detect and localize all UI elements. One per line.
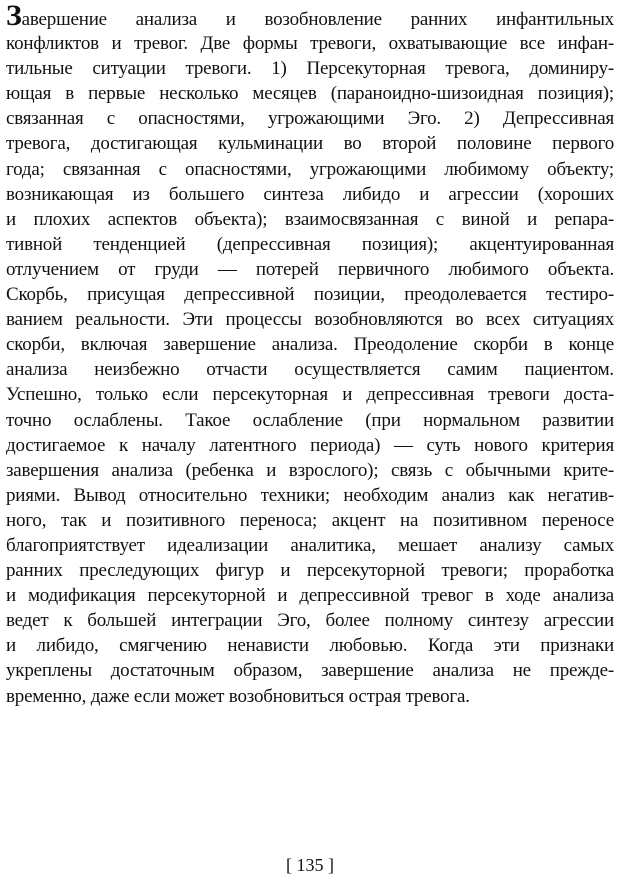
text-line: ванием реальности. Эти процессы возобновляются во всех ситуациях — [6, 309, 614, 331]
text-line: анализа неизбежно отчасти осуществляется самим пациентом. — [6, 359, 614, 381]
text-line: скорби, включая завершение анализа. Преодоление скорби в конце — [6, 334, 614, 356]
text-line: и модификация персекуторной и депрессивной тревог в ходе анализа — [6, 585, 614, 607]
text-line: точно ослаблены. Такое ослабление (при нормальном развитии — [6, 409, 614, 431]
text-line: и плохих аспектов объекта); взаимосвязанная с виной и репара- — [6, 208, 614, 230]
text-line-last: временно, даже если может возобновиться острая тревога. — [6, 685, 470, 707]
text-line: Успешно, только если персекуторная и депрессивная тревоги доста- — [6, 384, 614, 406]
text-line: года; связанная с опасностями, угрожающими любимому объекту; — [6, 158, 614, 180]
text-line: возникающая из большего синтеза либидо и агрессии (хороших — [6, 183, 614, 205]
text-line: ного, так и позитивного переноса; акцент на позитивном переносе — [6, 509, 614, 531]
text-line: ведет к большей интеграции Эго, более полному синтезу агрессии — [6, 610, 614, 632]
text-line: укреплены достаточным образом, завершение анализа не прежде- — [6, 660, 614, 682]
text-line: Скорбь, присущая депрессивной позиции, преодолевается тестиро- — [6, 284, 614, 306]
body-paragraph — [6, 0, 614, 709]
page-number: [ 135 ] — [286, 855, 334, 875]
text-line: и либидо, смягчению ненависти любовью. Когда эти признаки — [6, 635, 614, 657]
drop-cap: З — [6, 0, 22, 32]
text-line: достигаемое к началу латентного периода) — суть нового критерия — [6, 434, 614, 456]
text-line: тильные ситуации тревоги. 1) Персекуторная тревога, доминиру- — [6, 58, 614, 80]
text-line: тивной тенденцией (депрессивная позиция); акцентуированная — [6, 233, 614, 255]
text-line: отлучением от груди — потерей первичного любимого объекта. — [6, 258, 614, 280]
text-line: тревога, достигающая кульминации во второй половине первого — [6, 133, 614, 155]
text-line: завершения анализа (ребенка и взрослого); связь с обычными крите- — [6, 459, 614, 481]
text-line: связанная с опасностями, угрожающими Эго. 2) Депрессивная — [6, 108, 614, 130]
text-line: благоприятствует идеализации аналитика, мешает анализу самых — [6, 534, 614, 556]
text-line: ющая в первые несколько месяцев (параноидно-шизоидная позиция); — [6, 83, 614, 105]
text-line: риями. Вывод относительно техники; необходим анализ как негатив- — [6, 484, 614, 506]
text-line: Завершение анализа и возобновление ранних инфантильных — [6, 0, 614, 32]
text-line: конфликтов и тревог. Две формы тревоги, охватывающие все инфан- — [6, 33, 614, 55]
text-line: ранних преследующих фигур и персекуторной тревоги; проработка — [6, 560, 614, 582]
